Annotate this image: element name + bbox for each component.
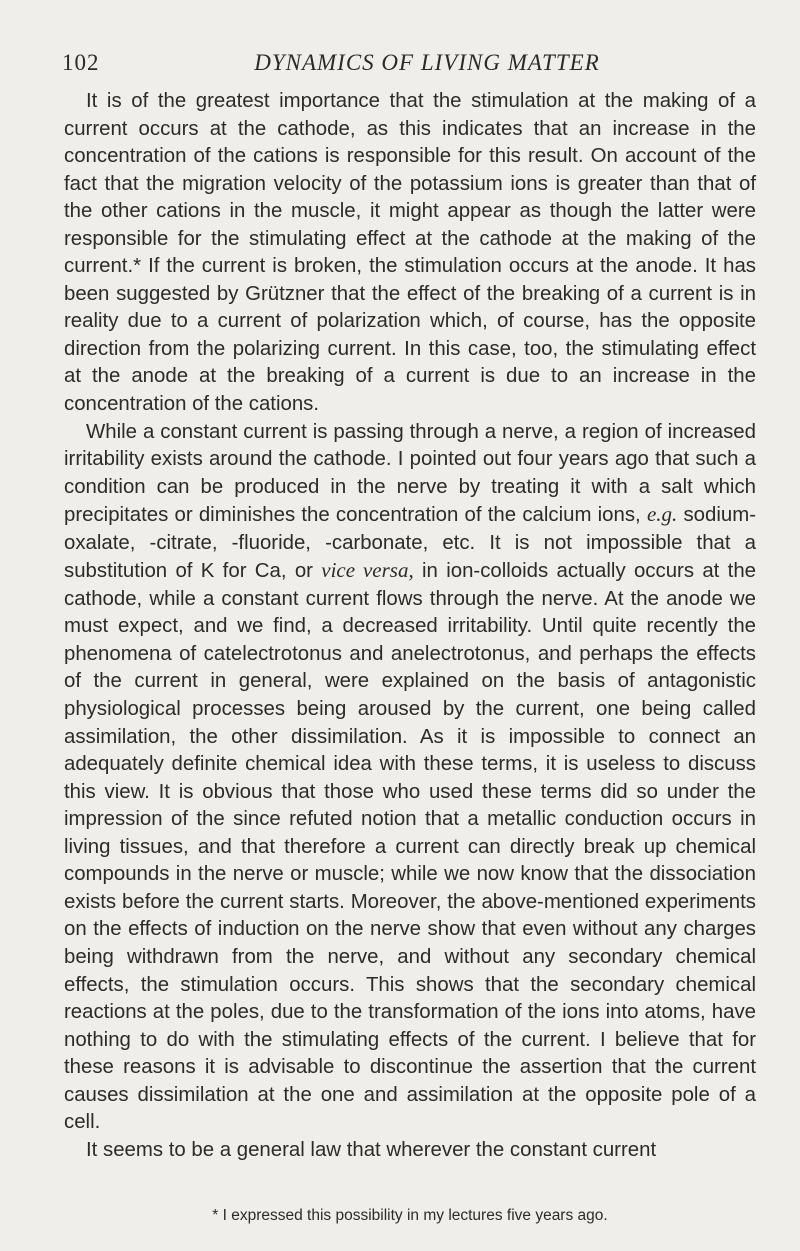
text-run: It is of the greatest importance that the stimulation at the making of a current occurs at the cathode, as this indicates that an increase in the concentration of the cations is responsible for this result. On account of the fact that the migration velocity of the potassium ions is greater than that of the other cations in the muscle, it might appear as though the latter were responsible for the stimulating effect at the cathode at the making of the current.* If the current is broken, the stimulation occurs at the anode. It has been suggested by Grützner that the effect of the breaking of a current is in reality due to a current of polarization which, of course, has the opposite direction from the polarizing current. In this case, too, the stimulating effect at the anode at the breaking of a current is due to an increase in the concentration of the cations.	[64, 90, 756, 416]
italic-text-run: e.g.	[646, 502, 678, 527]
text-run: While a constant current is passing through a nerve, a region of increased irritability exists around the cathode. I pointed out four years ago that such a condition can be produced in the nerve by treating it with a salt which precipitates or diminishes the concentration of the calcium ions,	[64, 420, 756, 527]
running-title: DYNAMICS OF LIVING MATTER	[254, 50, 600, 75]
page-number: 102	[62, 50, 100, 75]
text-run: It seems to be a general law that wherever the constant current	[86, 1138, 657, 1161]
paragraph	[64, 88, 756, 419]
paragraph	[64, 419, 756, 1137]
text-run: in ion-colloids actually occurs at the cathode, while a constant current flows through the nerve. At the anode we must expect, and we find, a decreased irritability. Until quite recently the phenomena of catelectrotonus and anelectrotonus, and perhaps the effects of the current in general, were explained on the basis of antagonistic physiological processes being aroused by the current, one being called assimilation, the other dissimilation. As it is impossible to connect an adequately definite chemical idea with these terms, it is useless to discuss this view. It is obvious that those who used these terms did so under the impression of the since refuted notion that a metallic conduction occurs in living tissues, and that therefore a current can directly break up chemical compounds in the nerve or muscle; while we now know that the dissociation exists before the current starts. Moreover, the above-mentioned experiments on the effects of induction on the nerve show that even without any charges being withdrawn from the nerve, and without any secondary chemical effects, the stimulation occurs. This shows that the secondary chemical reactions at the poles, due to the transformation of the ions into atoms, have nothing to do with the stimulating effects of the current. I believe that for these reasons it is advisable to discontinue the assertion that the current causes dissimilation at the one and assimilation at the opposite pole of a cell.	[64, 560, 756, 1134]
page-header	[62, 50, 762, 84]
footnote: * I expressed this possibility in my lectures five years ago.	[212, 1207, 608, 1224]
italic-text-run: vice versa,	[321, 558, 414, 583]
paragraph	[64, 1137, 756, 1165]
body-text	[64, 88, 756, 1164]
text-run: sodium-oxalate, -citrate, -fluoride, -carbonate, etc. It is not impossible that a substitution of K for Ca, or	[64, 504, 756, 583]
